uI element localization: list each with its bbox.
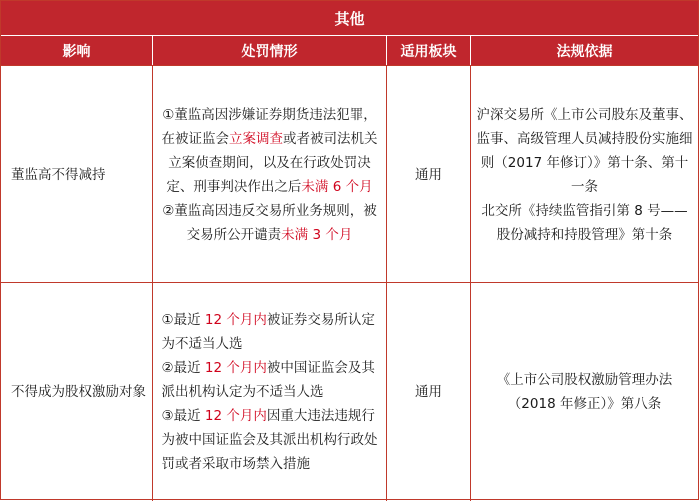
impact-text: 不得成为股权激励对象 — [11, 384, 146, 400]
highlight-text: 未满 3 个月 — [281, 226, 353, 243]
item-prefix: ②最近 — [161, 360, 205, 376]
header-row — [1, 36, 698, 65]
header-penalty: 处罚情形 — [153, 36, 387, 65]
header-board: 适用板块 — [387, 36, 471, 65]
board-cell: 通用 — [387, 283, 471, 501]
item-text: 因重大违法违规行为被中国证监会及其派出机构行政处罚或者采取市场禁入措施 — [161, 408, 378, 472]
item-text: 被证券交易所认定为不适当人选 — [161, 312, 375, 352]
header-law: 法规依据 — [556, 43, 613, 60]
law-cell — [471, 283, 698, 501]
penalty-text-2a: ②董监高因违反交易所业务规则，被交易所公开谴责 — [162, 202, 377, 243]
table-title: 其他 — [1, 1, 698, 36]
item-text: 被中国证监会及其派出机构认定为不适当人选 — [161, 360, 375, 400]
table-row — [1, 65, 698, 283]
impact-cell: 董监高不得减持 — [1, 66, 153, 283]
highlight-text: 立案调查 — [229, 130, 283, 147]
penalty-text — [159, 103, 381, 247]
impact-cell — [1, 283, 153, 501]
penalty-list — [156, 308, 384, 476]
list-item — [162, 308, 384, 356]
highlight-text: 12 个月内 — [204, 312, 267, 328]
list-item — [162, 356, 384, 404]
table-row — [1, 282, 698, 501]
header-impact: 影响 — [1, 36, 153, 65]
law-text — [477, 103, 693, 247]
item-prefix: ①最近 — [161, 312, 205, 328]
law-text: 《上市公司股权激励管理办法（2018 年修正）》第八条 — [496, 372, 673, 412]
highlight-text: 未满 6 个月 — [301, 178, 373, 195]
highlight-text: 12 个月内 — [204, 408, 267, 424]
law-text-1: 沪深交易所《上市公司股东及董事、监事、高级管理人员减持股份实施细则（2017 年修订）》第十条、第十一条 — [476, 106, 693, 195]
penalty-text-1b: 或者被司法机关立案侦查期间，以及在行政处罚决定、刑事判决作出之后 — [166, 130, 378, 195]
penalty-cell — [153, 283, 387, 501]
list-item — [162, 404, 384, 476]
item-prefix: ③最近 — [161, 408, 205, 424]
law-text-2: 北交所《持续监管指引第 8 号——股份减持和持股管理》第十条 — [481, 202, 688, 243]
highlight-text: 12 个月内 — [204, 360, 267, 376]
board-cell: 通用 — [387, 66, 471, 283]
penalty-text-1a: ①董监高因涉嫌证券期货违法犯罪，在被证监会 — [161, 106, 377, 147]
law-cell — [471, 66, 698, 283]
penalty-cell — [153, 66, 387, 283]
